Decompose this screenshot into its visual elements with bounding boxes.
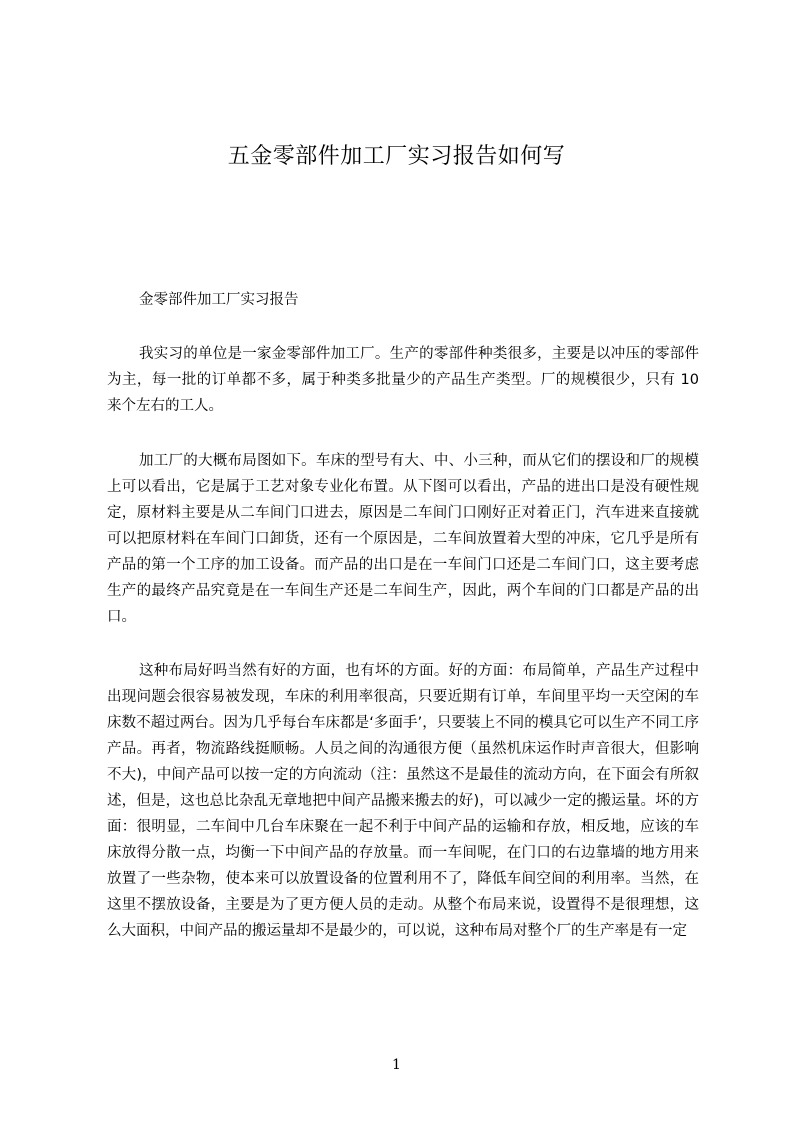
paragraph-layout-evaluation: 这种布局好吗当然有好的方面，也有坏的方面。好的方面：布局简单，产品生产过程中出现问题会很容易被发现，车床的利用率很高，只要近期有订单，车间里平均一天空闲的车床数不超过两台。因为几乎每台车床都是‘多面手’，只要装上不同的模具它可以生产不同工序产品。再者，物流路线挺顺畅。人员之间的沟通很方便（虽然机床运作时声音很大，但影响不大)，中间产品可以按一定的方向流动（注：虽然这不是最佳的流动方向，在下面会有所叙述，但是，这也总比杂乱无章地把中间产品搬来搬去的好)，可以减少一定的搬运量。坏的方面：很明显，二车间中几台车床聚在一起不利于中间产品的运输和存放，相反地，应该的车床放得分散一点，均衡一下中间产品的存放量。而一车间呢，在门口的右边靠墙的地方用来放置了一些杂物，使本来可以放置设备的位置利用不了，降低车间空间的利用率。当然，在这里不摆放设备，主要是为了更方便人员的走动。从整个布局来说，设置得不是很理想，这么大面积，中间产品的搬运量却不是最少的，可以说，这种布局对整个厂的生产率是有一定 (107, 663, 699, 939)
document-title: 五金零部件加工厂实习报告如何写 (227, 144, 566, 169)
paragraph-internship-unit: 我实习的单位是一家金零部件加工厂。生产的零部件种类很多，主要是以冲压的零部件为主，每一批的订单都不多，属于种类多批量少的产品生产类型。厂的规模很少，只有 10 来个左右的工人。 (107, 346, 699, 414)
page-number: 1 (392, 1057, 401, 1073)
paragraph-factory-layout: 加工厂的大概布局图如下。车床的型号有大、中、小三种，而从它们的摆设和厂的规模上可以看出，它是属于工艺对象专业化布置。从下图可以看出，产品的进出口是没有硬性规定，原材料主要是从二车间门口进去，原因是二车间门口刚好正对着正门，汽车进来直接就可以把原材料在车间门口卸货，还有一个原因是，二车间放置着大型的冲床，它几乎是所有产品的第一个工序的加工设备。而产品的出口是在一车间门口还是二车间门口，这主要考虑生产的最终产品究竟是在一车间生产还是二车间生产，因此，两个车间的门口都是产品的出口。 (107, 453, 699, 625)
report-subtitle: 金零部件加工厂实习报告 (139, 292, 299, 308)
